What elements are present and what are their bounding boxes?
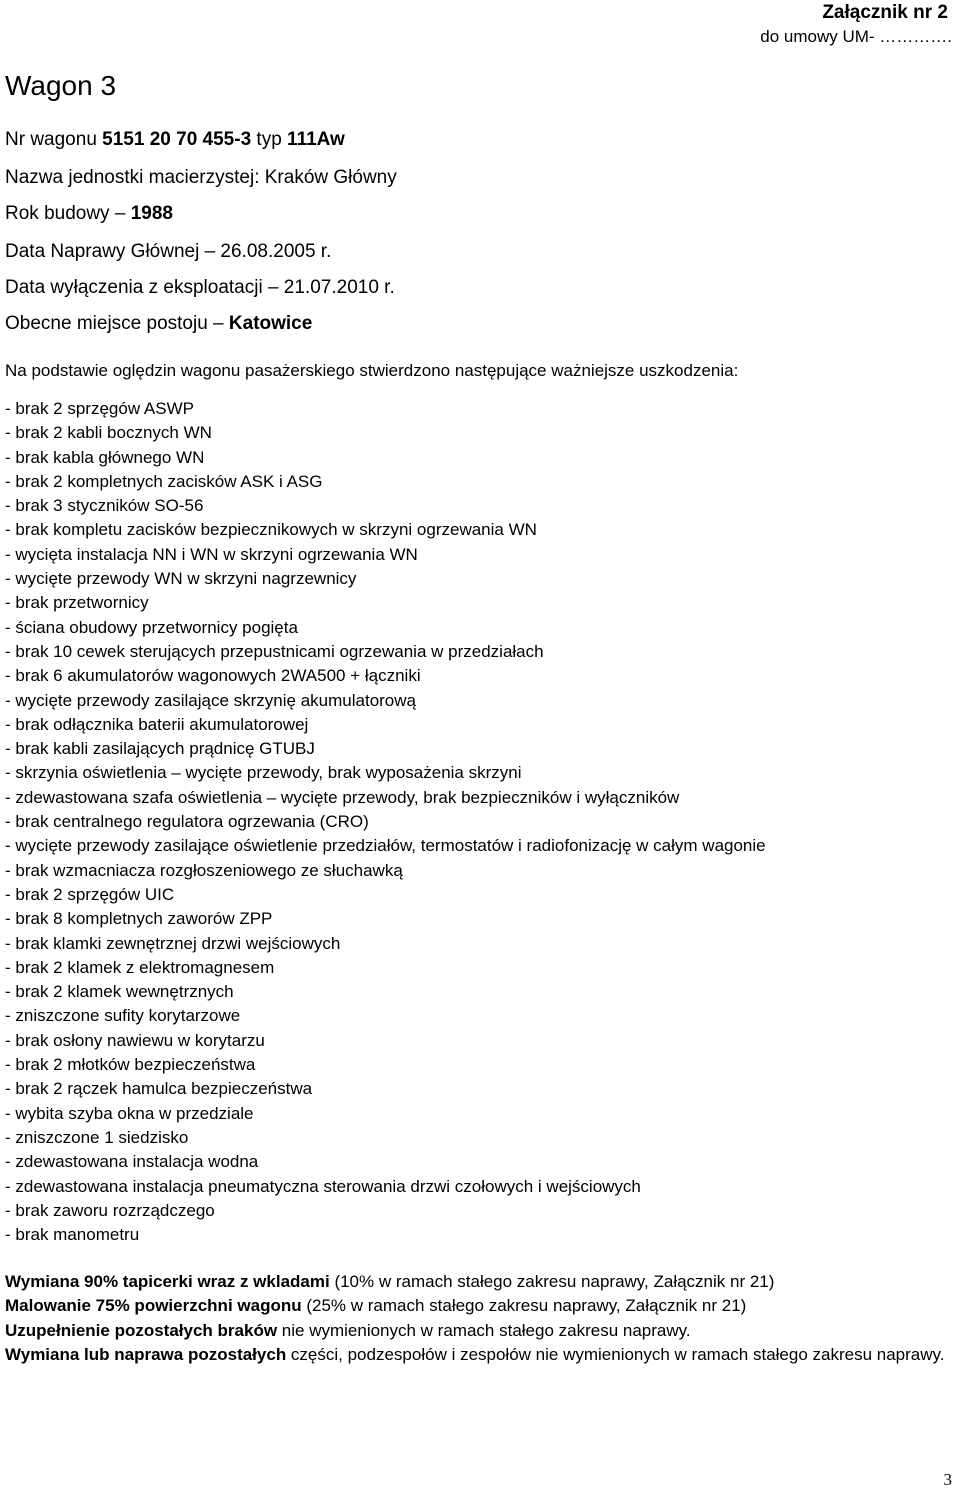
wagon-number-value: 5151 20 70 455-3: [102, 129, 252, 150]
damage-item: - brak 2 klamek wewnętrznych: [5, 982, 234, 1002]
main-repair-date-line: Data Naprawy Głównej – 26.08.2005 r.: [5, 241, 332, 262]
page-number: 3: [943, 1470, 952, 1489]
location-label: Obecne miejsce postoju –: [5, 313, 229, 334]
damage-item: - zdewastowana szafa oświetlenia – wycięte przewody, brak bezpieczników i wyłączników: [5, 787, 680, 807]
damage-item: - wybita szyba okna w przedziale: [5, 1103, 254, 1123]
repair-note: [5, 1294, 960, 1318]
damage-item: - brak 8 kompletnych zaworów ZPP: [5, 909, 273, 929]
page-title: Wagon 3: [5, 70, 117, 101]
damage-item: - zniszczone 1 siedzisko: [5, 1127, 189, 1147]
repair-note-bold: Uzupełnienie pozostałych braków: [5, 1320, 278, 1340]
damage-item: - wycięte przewody zasilające oświetlenie przedziałów, termostatów i radiofonizację w całym wagonie: [5, 836, 766, 856]
build-year-value: 1988: [130, 203, 173, 224]
repair-note-text: (10% w ramach stałego zakresu naprawy, Załącznik nr 21): [329, 1272, 775, 1291]
damage-item: - brak osłony nawiewu w korytarzu: [5, 1030, 265, 1050]
damage-item: - brak 2 sprzęgów UIC: [5, 884, 175, 904]
repair-note: [5, 1270, 960, 1294]
damage-item: - brak 10 cewek sterujących przepustnicami ogrzewania w przedziałach: [5, 641, 544, 661]
damage-item: - zdewastowana instalacja wodna: [5, 1152, 259, 1172]
current-location-line: [5, 313, 312, 335]
wagon-type-label: typ: [251, 129, 288, 150]
inspection-intro: Na podstawie oględzin wagonu pasażerskiego stwierdzono następujące ważniejsze uszkodzenia:: [5, 361, 739, 380]
damage-item: - skrzynia oświetlenia – wycięte przewody, brak wyposażenia skrzyni: [5, 763, 522, 783]
wagon-number-label: Nr wagonu: [5, 129, 103, 150]
build-year-line: [5, 203, 173, 225]
attachment-subtitle: do umowy UM- ………….: [760, 27, 952, 46]
build-year-label: Rok budowy –: [5, 203, 131, 224]
damage-item: - brak 2 rączek hamulca bezpieczeństwa: [5, 1079, 313, 1099]
damage-item: - zdewastowana instalacja pneumatyczna sterowania drzwi czołowych i wejściowych: [5, 1176, 641, 1196]
wagon-number-line: [5, 129, 345, 151]
damage-list: [5, 397, 766, 1247]
damage-item: - brak odłącznika baterii akumulatorowej: [5, 714, 309, 734]
damage-item: - brak zaworu rozrządczego: [5, 1200, 215, 1220]
repair-note-text: części, podzespołów i zespołów nie wymienionych w ramach stałego zakresu naprawy.: [286, 1344, 945, 1364]
damage-item: - brak wzmacniacza rozgłoszeniowego ze słuchawką: [5, 860, 403, 880]
repair-note-text: nie wymienionych w ramach stałego zakresu naprawy.: [277, 1320, 691, 1340]
damage-item: - ściana obudowy przetwornicy pogięta: [5, 617, 298, 637]
damage-item: - brak manometru: [5, 1225, 140, 1245]
damage-item: - brak klamki zewnętrznej drzwi wejściowych: [5, 933, 341, 953]
repair-note-text: (25% w ramach stałego zakresu naprawy, Załącznik nr 21): [301, 1296, 747, 1316]
damage-item: - brak centralnego regulatora ogrzewania (CRO): [5, 812, 369, 832]
damage-item: - brak kabla głównego WN: [5, 447, 205, 467]
repair-note-bold: Malowanie 75% powierzchni wagonu: [5, 1296, 302, 1316]
attachment-title: Załącznik nr 2: [822, 2, 948, 23]
damage-item: - brak 3 styczników SO-56: [5, 496, 204, 516]
repair-note: [5, 1319, 960, 1343]
damage-item: - brak kompletu zacisków bezpiecznikowych w skrzyni ogrzewania WN: [5, 520, 537, 540]
damage-item: - brak przetwornicy: [5, 593, 149, 613]
damage-item: - brak 2 kabli bocznych WN: [5, 423, 212, 443]
repair-note-bold: Wymiana lub naprawa pozostałych: [5, 1344, 287, 1364]
damage-item: - brak 6 akumulatorów wagonowych 2WA500 + łączniki: [5, 666, 421, 686]
exclusion-date-line: Data wyłączenia z eksploatacji – 21.07.2010 r.: [5, 277, 395, 298]
damage-item: - brak 2 sprzęgów ASWP: [5, 399, 194, 418]
wagon-type-value: 111Aw: [287, 129, 345, 150]
repair-note-bold: Wymiana 90% tapicerki wraz z wkladami: [5, 1272, 330, 1291]
damage-item: - zniszczone sufity korytarzowe: [5, 1006, 241, 1026]
repair-notes: [5, 1270, 960, 1367]
damage-item: - wycięta instalacja NN i WN w skrzyni ogrzewania WN: [5, 544, 418, 564]
repair-note: [5, 1343, 960, 1367]
location-value: Katowice: [228, 313, 313, 334]
damage-item: - wycięte przewody zasilające skrzynię akumulatorową: [5, 690, 416, 710]
damage-item: - brak kabli zasilających prądnicę GTUBJ: [5, 739, 315, 759]
damage-item: - wycięte przewody WN w skrzyni nagrzewnicy: [5, 569, 357, 589]
damage-item: - brak 2 klamek z elektromagnesem: [5, 957, 275, 977]
home-unit-line: Nazwa jednostki macierzystej: Kraków Główny: [5, 167, 397, 188]
damage-item: - brak 2 młotków bezpieczeństwa: [5, 1055, 256, 1075]
damage-item: - brak 2 kompletnych zacisków ASK i ASG: [5, 471, 323, 491]
